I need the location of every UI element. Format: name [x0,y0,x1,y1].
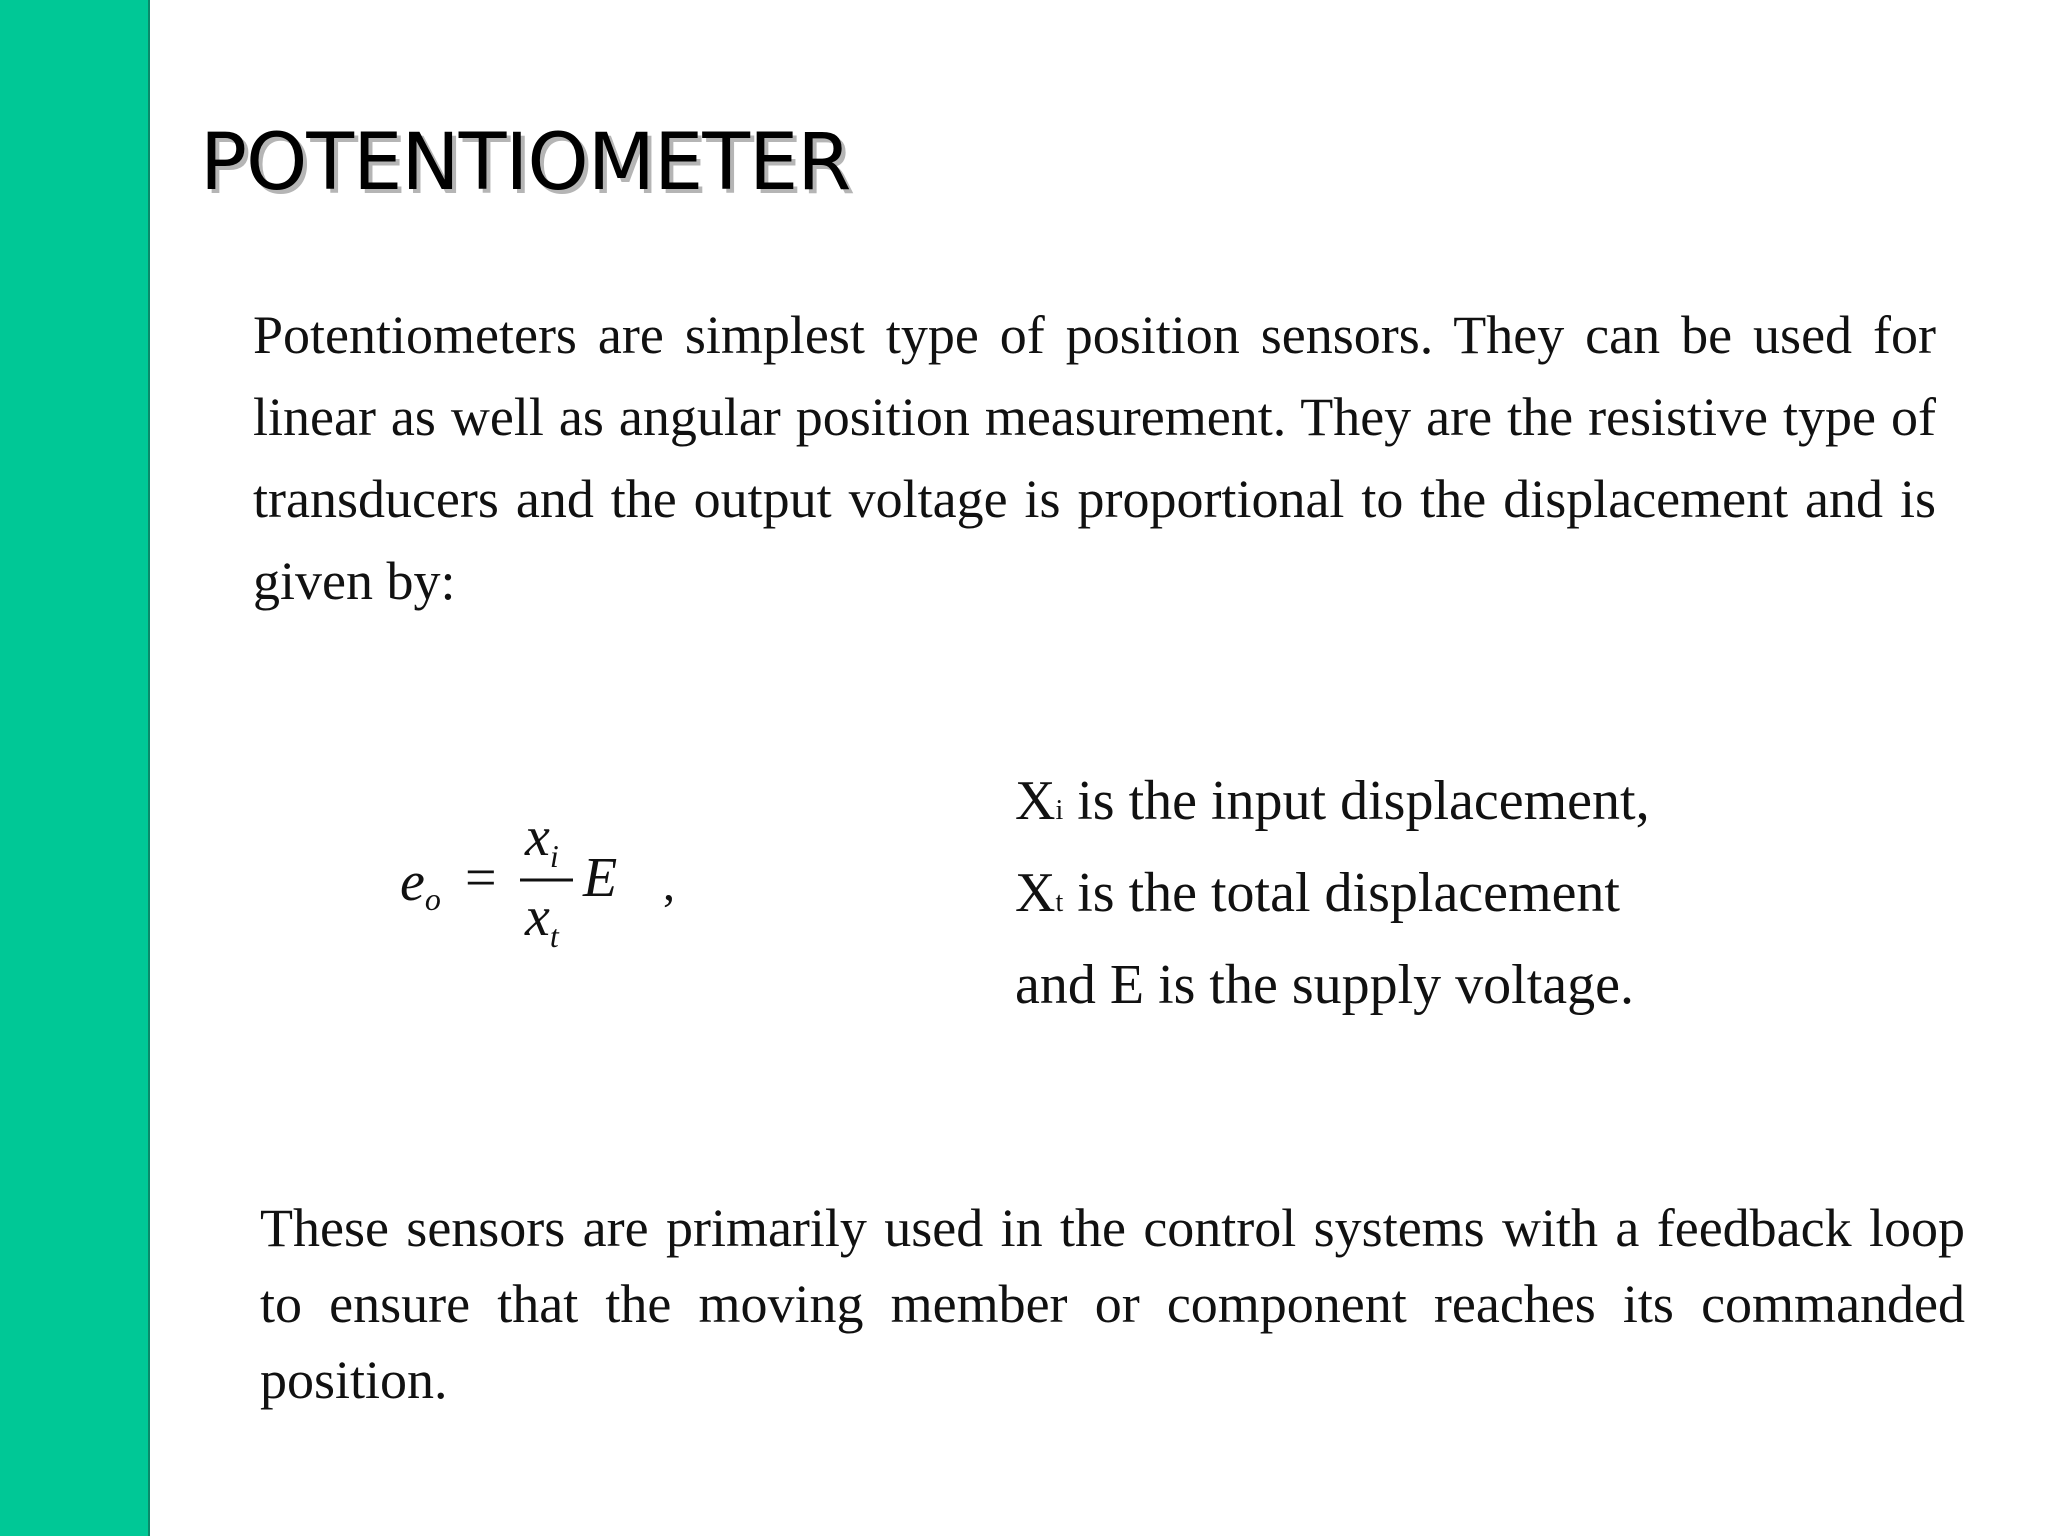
formula-numerator: $x_i$ [525,806,559,874]
formula-denominator: $x_t$ [525,886,559,954]
formula-numerator-subscript: i [549,838,559,874]
outro-paragraph: These sensors are primarily used in the control systems with a feedback loop to ensure that the moving member or component reaches its commanded position. [260,1198,1965,1410]
definition-total-displacement: Xt is the total displacement [1015,862,1620,924]
definition-subscript: i [1055,795,1064,826]
definition-supply-voltage: and E is the supply voltage. [1015,954,1635,1016]
intro-paragraph: Potentiometers are simplest type of position sensors. They can be used for linear as well as angular position measurement. They are the resistive type of transducers and the output voltage is proportional to the displacement and is given by: [253,305,1936,611]
formula-equals: = [465,847,497,909]
formula-factor: E [583,847,618,909]
sidebar-accent-bar [0,0,150,1536]
potentiometer-formula [395,800,695,970]
definition-input-displacement: Xi is the input displacement, [1015,770,1650,832]
slide-title: POTENTIOMETER [200,118,851,208]
formula-comma: , [663,858,675,911]
formula-denominator-subscript: t [549,918,559,954]
formula-lhs: eo [400,851,441,917]
definition-subscript: t [1055,887,1064,918]
formula-lhs-subscript: o [424,881,441,917]
variable-definitions [1015,760,1815,1026]
